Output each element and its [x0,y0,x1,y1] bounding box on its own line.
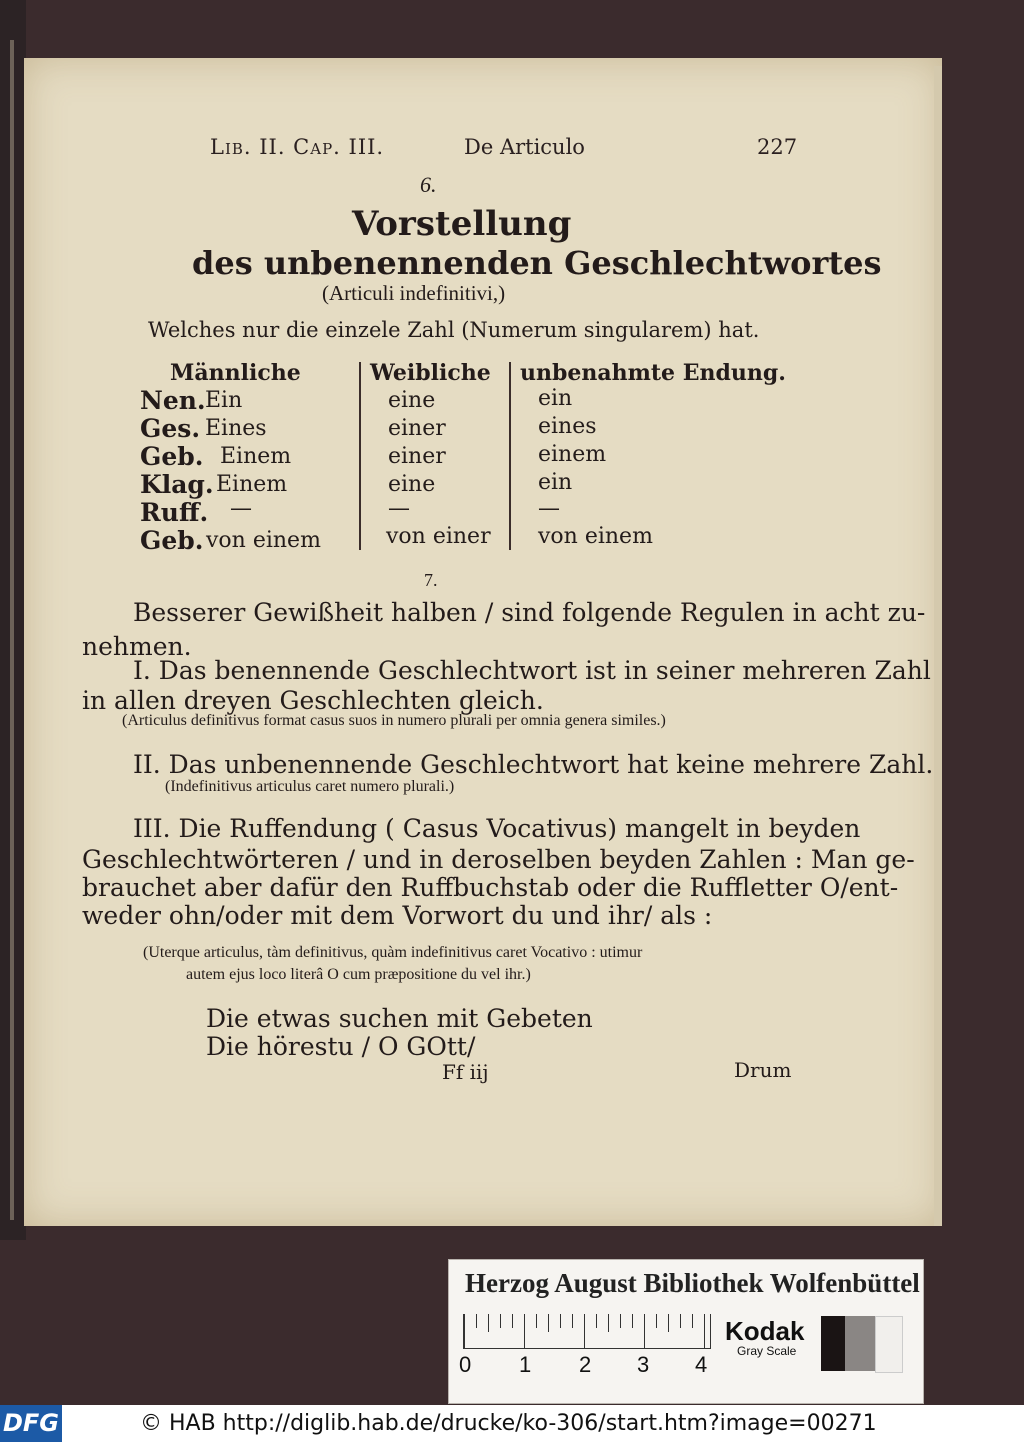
ruler-tick [704,1314,705,1348]
ruler-tick [680,1314,681,1328]
ruler-number: 3 [637,1352,650,1377]
dfg-logo: DFG [0,1405,62,1442]
case-label: Klag. [140,470,214,499]
table-header-masculine: Männliche [170,360,301,386]
feminine-form: einer [388,444,446,469]
rule-3-latin-continued: autem ejus loco literâ O cum præpositione du vel ihr.) [186,966,531,983]
neuter-form: eines [538,414,597,439]
neuter-form: ein [538,470,573,495]
masculine-form: Einem [220,444,292,469]
ruler-tick [572,1314,573,1328]
rule-2-latin: (Indefinitivus articulus caret numero plurali.) [165,778,455,795]
ruler-tick [596,1314,597,1328]
ruler-tick [500,1314,501,1328]
case-label: Geb. [140,442,204,471]
ruler-tick [620,1314,621,1328]
title-line-1: Vorstellung [352,204,572,244]
ruler-tick [524,1314,525,1348]
feminine-form: — [388,496,410,521]
rule-3-continued: Geschlechtwörteren / und in deroselben beyden Zahlen : Man ge- [82,845,915,874]
case-label: Ges. [140,414,201,443]
feminine-form: einer [388,416,446,441]
ruler [463,1314,711,1349]
ruler-tick [488,1314,489,1332]
ruler-number: 0 [459,1352,472,1377]
neuter-form: — [538,496,560,521]
neuter-form: einem [538,442,607,467]
library-color-card [448,1259,924,1404]
ruler-tick [512,1314,513,1328]
masculine-form: Eines [205,416,267,441]
case-label: Geb. [140,526,204,555]
rule-1: I. Das benennende Geschlechtwort ist in seiner mehreren Zahl [133,656,931,685]
ruler-tick [584,1314,585,1348]
library-name: Herzog August Bibliothek Wolfenbüttel [465,1268,920,1298]
ruler-tick [656,1314,657,1328]
table-divider [359,362,361,550]
ruler-tick [608,1314,609,1332]
masculine-form: — [230,496,252,521]
table-header-neuter: unbenahmte Endung. [520,360,786,386]
rule-1-continued: in allen dreyen Geschlechten gleich. [82,686,544,715]
ruler-tick [548,1314,549,1332]
rule-3: III. Die Ruffendung ( Casus Vocativus) mangelt in beyden [133,814,861,843]
ruler-tick [464,1314,465,1348]
ruler-number: 2 [579,1352,592,1377]
rule-3-continued: weder ohn/oder mit dem Vorwort du und ihr/ als : [82,901,713,930]
ruler-number: 1 [519,1352,532,1377]
page-number: 227 [757,135,798,159]
gray-swatch-mid [845,1316,875,1371]
table-header-feminine: Weibliche [370,360,491,386]
table-divider [509,362,511,550]
ruler-tick [644,1314,645,1348]
feminine-form: eine [388,472,436,497]
catchword: Drum [734,1058,792,1082]
subtitle: Welches nur die einzele Zahl (Numerum singularem) hat. [148,318,760,342]
neuter-form: von einem [538,524,653,549]
feminine-form: von einer [386,524,491,549]
title-line-3: (Articuli indefinitivi,) [322,281,506,305]
feminine-form: eine [388,388,436,413]
ruler-tick [476,1314,477,1328]
ruler-tick [632,1314,633,1328]
rule-1-latin: (Articulus definitivus format casus suos in numero plurali per omnia genera similes.) [122,712,666,729]
section-number: 7. [424,570,438,590]
section-number: 6. [420,172,437,197]
ruler-tick [536,1314,537,1328]
gray-scale-label: Gray Scale [737,1344,797,1358]
verse-line: Die hörestu / O GOtt/ [206,1032,476,1061]
ruler-tick [560,1314,561,1328]
ruler-number: 4 [695,1352,708,1377]
gray-swatch-black [821,1316,845,1371]
case-label: Nen. [140,386,206,415]
case-label: Ruff. [140,498,209,527]
paragraph-line: nehmen. [82,632,192,661]
ruler-tick [692,1314,693,1328]
page-edge [934,66,942,1226]
masculine-form: von einem [206,528,321,553]
masculine-form: Ein [205,388,243,413]
book-edge [0,0,26,1240]
running-header-left: Lib. II. Cap. III. [210,135,385,159]
gray-swatch-white [875,1316,903,1373]
verse-line: Die etwas suchen mit Gebeten [206,1004,593,1033]
rule-3-latin: (Uterque articulus, tàm definitivus, quàm indefinitivus caret Vocativo : utimur [143,944,643,961]
paragraph-line: Besserer Gewißheit halben / sind folgende Regulen in acht zu- [133,598,926,627]
kodak-logo: Kodak [725,1316,805,1346]
masculine-form: Einem [216,472,288,497]
ruler-tick [668,1314,669,1332]
rule-2: II. Das unbenennende Geschlechtwort hat keine mehrere Zahl. [133,750,934,779]
neuter-form: ein [538,386,573,411]
title-line-2: des unbenennenden Geschlechtwortes [192,244,882,282]
signature-mark: Ff iij [442,1060,489,1084]
running-header-center: De Articulo [464,135,585,159]
rule-3-continued: brauchet aber dafür den Ruffbuchstab oder die Ruffletter O/ent- [82,873,899,902]
copyright-link[interactable]: © HAB http://diglib.hab.de/drucke/ko-306/start.htm?image=00271 [140,1411,877,1436]
